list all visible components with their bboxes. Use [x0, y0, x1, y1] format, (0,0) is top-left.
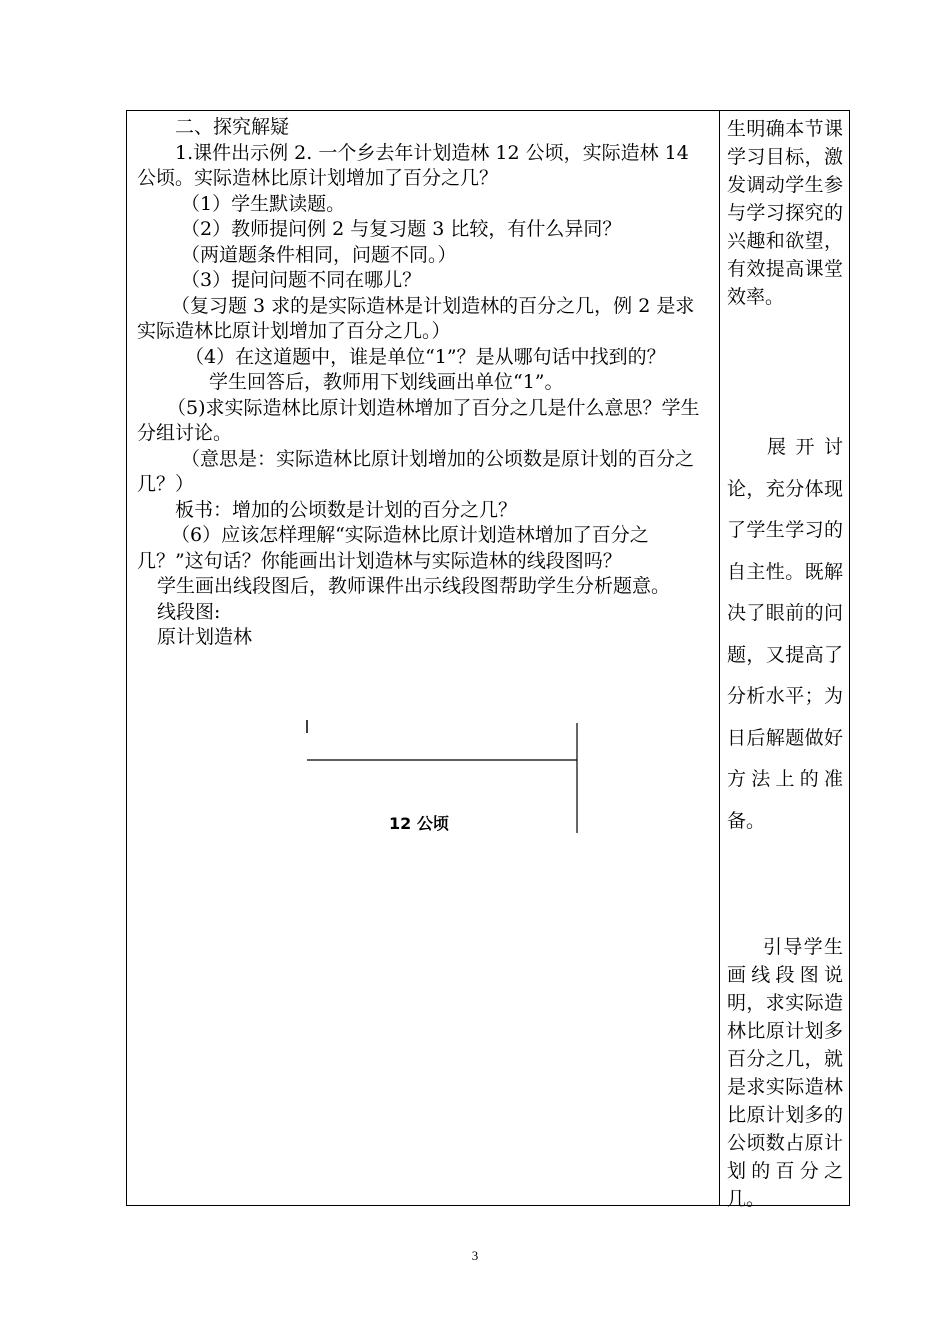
side-note-discussion-text: 展开讨论，充分体现了学生学习的自主性。既解决了眼前的问题，又提高了分析水平；为日后解题做好方法上的准备。 [727, 436, 843, 832]
paragraph: （5)求实际造林比原计划造林增加了百分之几是什么意思？学生分组讨论。 [137, 396, 700, 444]
paragraph: （6）应该怎样理解“实际造林比原计划造林增加了百分之几？”这句话？你能画出计划造林与实际造林的线段图吗？ [137, 524, 649, 572]
paragraph: （两道题条件相同，问题不同。） [181, 243, 457, 266]
side-note-goals-text: 生明确本节课学习目标，激发调动学生参与学习探究的兴趣和欲望，有效提高课堂效率。 [727, 118, 843, 308]
lesson-table [126, 110, 850, 1210]
paragraph: 学生画出线段图后，教师课件出示线段图帮助学生分析题意。 [157, 575, 671, 597]
paragraph: （意思是：实际造林比原计划增加的公顷数是原计划的百分之几？） [137, 447, 695, 495]
paragraph: 1.课件出示例 2. 一个乡去年计划造林 12 公顷，实际造林 14 公顷。实际造林比原计划增加了百分之几？ [137, 141, 689, 189]
segment-label: 12 公顷 [389, 814, 449, 833]
side-note-discussion [727, 427, 843, 842]
paragraph: 二、探究解疑 [175, 116, 290, 138]
paragraph: 原计划造林 [157, 626, 253, 648]
paragraph: （2）教师提问例 2 与复习题 3 比较，有什么异同？ [181, 218, 622, 240]
side-note-guidance-text: 引导学生画线段图说明，求实际造林比原计划多百分之几，就是求实际造林比原计划多的公顷数占原计划的百分之几。 [727, 936, 843, 1210]
paragraph: 学生回答后，教师用下划线画出单位“1”。 [209, 371, 564, 393]
paragraph: 板书：增加的公顷数是计划的百分之几？ [175, 498, 518, 521]
paragraph: （4）在这道题中，谁是单位“1”？是从哪句话中找到的？ [185, 345, 666, 368]
page-number: 3 [471, 1248, 479, 1263]
column-divider [719, 111, 720, 1205]
paragraph: （3）提问问题不同在哪儿？ [181, 269, 422, 291]
paragraph: 线段图: [157, 600, 221, 623]
side-note-guidance [727, 933, 843, 1213]
paragraph: （复习题 3 求的是实际造林是计划造林的百分之几，例 2 是求实际造林比原计划增加了百分之几。） [137, 294, 695, 342]
main-content-column [137, 115, 713, 651]
paragraph: （1）学生默读题。 [181, 192, 346, 215]
side-note-goals [727, 115, 843, 311]
